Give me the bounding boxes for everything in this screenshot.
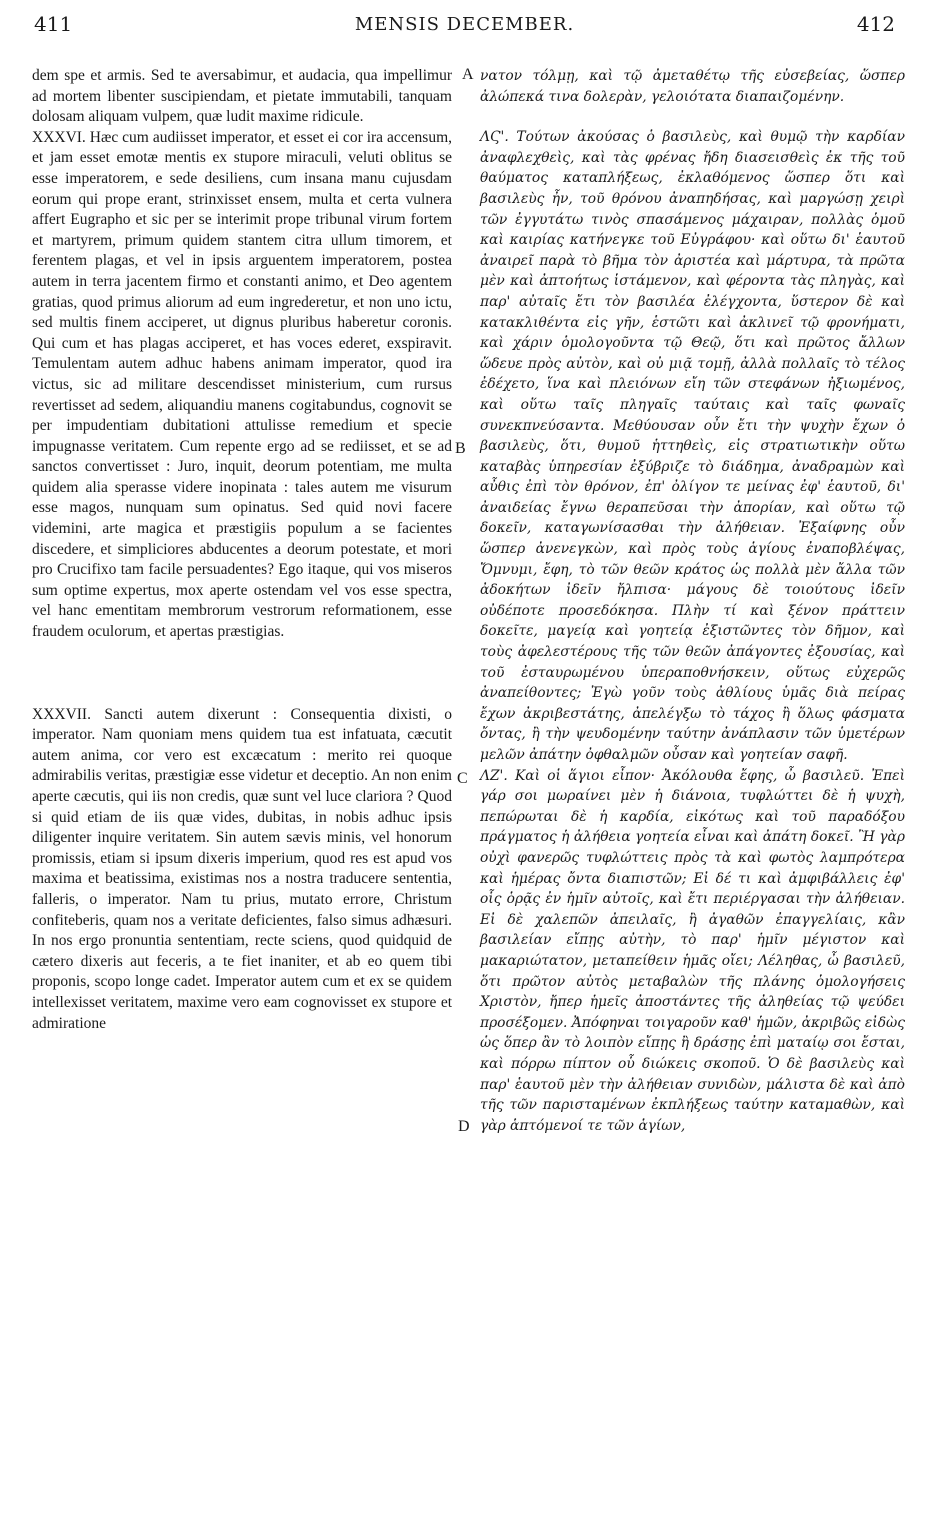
margin-letter-b: B xyxy=(455,440,466,457)
margin-letter-d: D xyxy=(458,1118,470,1135)
latin-column xyxy=(32,66,452,1034)
page-header xyxy=(28,12,901,52)
latin-paragraph-1: dem spe et armis. Sed te aversabimur, et audacia, qua impellimur ad mortem libenter suscipiendam, et pietate immutabili, tanquam dolosam aliquam vulpem, quæ ludit maxime ridicule. xyxy=(32,67,452,126)
latin-paragraph-xxxvi: XXXVI. Hæc cum audiisset imperator, et esset ei cor ira accensum, et jam esset emotæ mentis ex stupore miraculi, veluti oblitus se esse imperatorem, e sede desiliens, cum insana manu cujusdam eorum qui prope erant, strinxisset ensem, multa et certa vulnera affert Eugrapho et sic per se interimit prope tribunal virum fortem et martyrem, primum quidem stantem citra ullum timorem, et ferentem plagas, et vel in ipsis arguentem imperatorem, postea autem in terra jacentem firmo et constanti animo, et Deo agentem gratias, quod primus aliorum ad eum ingrederetur, et non uno ictu, sed multis finem acciperet, ut dignus pluribus haberetur coronis. Qui cum et has plagas acciperet, et has voces ederet, exspiravit. Temulentam autem adhuc habens animam imperator, quod ira victus, sic ad militare descendisset ministerium, cum rursus revertisset ad sedem, aliquandiu manens cogitabundus, cognovit se per impudentiam dubitationi attulisse remedium et specie impugnasse veritatem. Cum repente ergo ad se rediisset, et se ad sanctos convertisset : Juro, inquit, deorum potentiam, me multa quidem alia sperasse videre inopinata : tales autem me visurum esse magos, nunquam sum opinatus. Sed quid novi facere videmini, arte magica et præstigiis populum a se facientes discedere, et simpliciores abducentes a deorum potestate, et mori pro Crucifixo tam facile persuadentes? Ego itaque, qui vos miseros sum optime expertus, mox aperte ostendam vel vos esse spectra, vel hanc ementitam membrorum vestrorum reformationem, esse fraudem oculorum, et apertas præstigias. xyxy=(32,128,452,641)
page-number-right: 412 xyxy=(856,12,895,36)
margin-letter-c: C xyxy=(457,770,468,787)
running-title: MENSIS DECEMBER. xyxy=(354,14,575,35)
page-number-left: 411 xyxy=(34,12,73,36)
greek-paragraph-37: ΛΖ'. Καὶ οἱ ἅγιοι εἶπον· Ἀκόλουθα ἔφης, ὦ βασιλεῦ. Ἐπεὶ γάρ σοι μωραίνει μὲν ἡ διάνοια, τυφλώττει δὲ ἡ ψυχὴ, πεπώρωται δὲ ἡ καρδία, εἰκότως καὶ τοῦ παραδόξου πράγματος ἡ ἀλήθεια γοητεία εἶναι καὶ ἀπάτη δοκεῖ. Ἢ γὰρ οὐχὶ φανερῶς τυφλώττεις πρὸς τὰ καὶ φωτὸς λαμπρότερα καὶ ἡμέρας ὄντα διαπιστῶν; Εἰ δέ τι καὶ ἀμφιβάλλεις ἐφ' οἷς ὁρᾷς ἐν ἡμῖν αὐτοῖς, καὶ ἔτι περιέργασαι τὴν ἀλήθειαν. Εἰ δὲ χαλεπῶν ἀπειλαῖς, ἢ ἀγαθῶν ἐπαγγελίαις, κἂν βασιλείαν εἴπῃς αὐτὴν, τὸ παρ' ἡμῖν μέγιστον καὶ μακαριώτατον, μεταπείθειν ἡμᾶς οἴει; Λέληθας, ὦ βασιλεῦ, ὅτι πρῶτον αὐτὸς μεταβαλὼν τῆς πλάνης ὁμολογήσεις Χριστὸν, ἤπερ ἡμεῖς ἀποστάντες τῆς ἀληθείας τῷ ψεύδει προσέξομεν. Ἀπόφηναι τοιγαροῦν καθ' ἡμῶν, ἀκριβῶς εἰδὼς ὡς ὅπερ ἂν τὸ λοιπὸν εἴπῃς ἢ δράσῃς ἐπὶ ματαίῳ σοι ἔσται, καὶ πόρρω πίπτον οὗ διώκεις σκοποῦ. Ὁ δὲ βασιλεὺς καὶ παρ' ἑαυτοῦ μὲν τὴν ἀλήθειαν συνιδὼν, μάλιστα δὲ καὶ ἀπὸ τῆς τῶν παρισταμένων ἐκπλήξεως ταύτην καταμαθὼν, καὶ γὰρ ἁπτόμενοί τε τῶν ἁγίων, xyxy=(480,767,905,1134)
greek-paragraph-36: ΛϚ'. Τούτων ἀκούσας ὁ βασιλεὺς, καὶ θυμῷ τὴν καρδίαν ἀναφλεχθεὶς, καὶ τὰς φρένας ἤδη διασεισθεὶς ἐκ τῆς τοῦ θαύματος καταπλήξεως, ἐκλαθόμενος ὥσπερ ὅτι καὶ βασιλεὺς ἦν, τοῦ θρόνου ἀναπηδήσας, καὶ μαργώσῃ χειρὶ τῶν ἐγγυτάτω τινὸς σπασάμενος μάχαιραν, πολλὰς ὁμοῦ καὶ καιρίας κατήνεγκε τοῦ Εὐγράφου· καὶ οὕτω δι' ἑαυτοῦ ἀναιρεῖ παρὰ τὸ βῆμα τὸν ἀριστέα καὶ μάρτυρα, τὰ πρῶτα μὲν καὶ ἀπτοήτως ἱστάμενον, καὶ φέροντα τὰς πληγὰς, καὶ παρ' αὐταῖς ἔτι τὸν βασιλέα ἐλέγχοντα, ὕστερον δὲ καὶ κατακλιθέντα εἰς γῆν, ἑστῶτι καὶ ἀκλινεῖ τῷ φρονήματι, καὶ χάριν ὁμολογοῦντα τῷ Θεῷ, ὅτι καὶ πρῶτος ἄλλων ὥδευε πρὸς αὐτὸν, καὶ οὐ μιᾷ τομῇ, ἀλλὰ πολλαῖς τὸ τέλος ἐδέχετο, ἵνα καὶ πλειόνων εἴη τῶν στεφάνων ἠξιωμένος, καὶ οὕτω ταῖς πληγαῖς ταύταις καὶ ταῖς φωναῖς συνεκπνεύσαντα. Μεθύουσαν οὖν ἔτι τὴν ψυχὴν ἔχων ὁ βασιλεὺς, ὅτι, θυμοῦ ἡττηθεὶς, εἰς στρατιωτικὴν οὕτω καταβὰς ὑπηρεσίαν ἐξύβριζε τὸ διάδημα, ἀναδραμὼν καὶ αὖθις ἐπὶ τὸν θρόνον, ἐπ' ὀλίγον τε μείνας ἐφ' ἑαυτοῦ, δι' ἀναιδείας ἔγνω θεραπεῦσαι τὴν ἀπορίαν, καὶ οὕτω τῷ δοκεῖν, καταγωνίσασθαι τὴν ἀλήθειαν. Ἐξαίφνης οὖν ὥσπερ ἀνενεγκὼν, καὶ πρὸς τοὺς ἁγίους ἐναποβλέψας, Ὄμνυμι, ἔφη, τὸ τῶν θεῶν κράτος ὡς πολλὰ μὲν ἄλλα τῶν ἀδοκήτων ἰδεῖν ἤλπισα· μάγους δὲ τοιούτους ἰδεῖν οὐδέποτε προσεδόκησα. Πλὴν τί καὶ ξένον πράττειν δοκεῖτε, μαγείᾳ καὶ γοητείᾳ ἐξιστῶντες τὸν δῆμον, καὶ τοὺς ἀφελεστέρους τῆς τῶν θεῶν ἀπάγοντες ἐξουσίας, καὶ τοῦ ἐσταυρωμένου ὑπεραποθνήσκειν, οὕτως εὐχερῶς ἀναπείθοντες; Ἐγὼ γοῦν τοὺς ἀθλίους ὑμᾶς διὰ πείρας ἔχων ἀκριβεστάτης, ἀπελέγξω τὸ τάχος ἢ ὅλως φάσματα ὄντας, ἢ τὴν ψευδομένην ταύτην ἀνάπλασιν τῶν ὑμετέρων μελῶν ἀπάτην ὀφθαλμῶν οὖσαν καὶ γοητείαν σαφῆ. xyxy=(480,129,905,763)
margin-letter-a: A xyxy=(462,66,474,83)
greek-column xyxy=(480,66,905,1136)
greek-paragraph-1: νατον τόλμῃ, καὶ τῷ ἀμεταθέτῳ τῆς εὐσεβείας, ὥσπερ ἀλώπεκά τινα δολερὰν, γελοιότατα διαπαιζομένην. xyxy=(480,68,905,105)
latin-paragraph-xxxvii: XXXVII. Sancti autem dixerunt : Consequentia dixisti, o imperator. Nam quoniam mens quidem tua est infatuata, cæcutit autem anima, cor vero est excæcatum : merito rei quoque admirabilis veritas, præstigiæ esse videtur et deceptio. An non enim aperte cæcutis, qui iis non credis, quæ sunt vel luce clariora ? Quod si quid etiam de iis quæ vides, dubitas, in nobis adhuc ipsis diligenter inquire veritatem. Sin autem sævis minis, vel honorum promissis, etiam si ipsum dixeris imperium, quod res est apud vos maxima et beatissima, existimas nos a nostra traducere sententia, falleris, o imperator. Nam tu prius, mutato errore, Christum confiteberis, quam nos a veritate deficientes, falso simus adhæsuri. In nos ergo pronuntia sententiam, recte sciens, quod quidquid de cætero dixeris aut feceris, a te fiet inaniter, et ab eo quem tibi proponis, scopo longe cadet. Imperator autem cum et ex se quidem intellexisset veritatem, maxime vero eam cognovisset ex stupore et admiratione xyxy=(32,705,452,1032)
